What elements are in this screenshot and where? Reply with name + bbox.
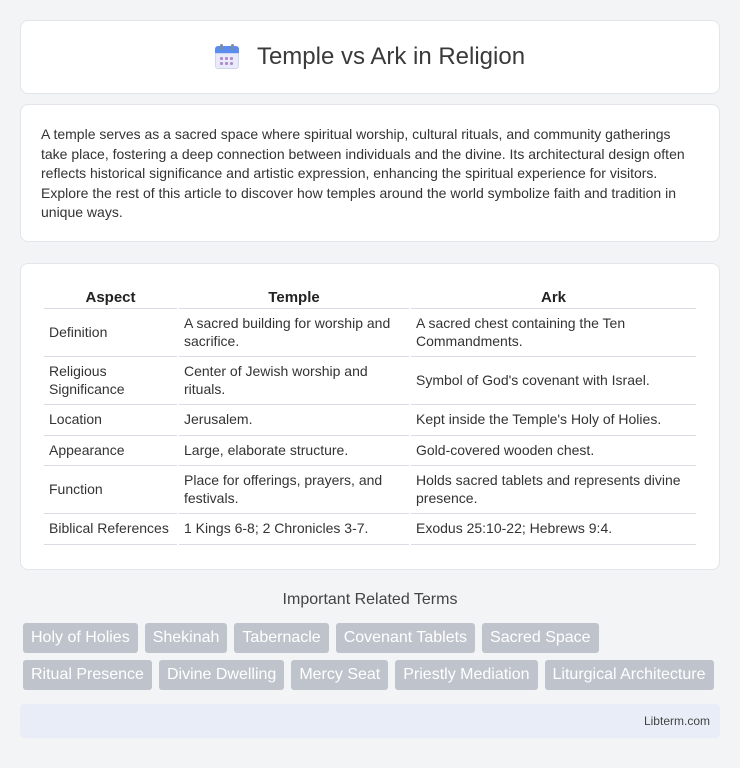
table-row (44, 466, 696, 514)
table-cell-ark: Gold-covered wooden chest. (411, 436, 696, 467)
tag-tabernacle[interactable]: Tabernacle (234, 623, 328, 653)
tag-liturgical-architecture[interactable]: Liturgical Architecture (545, 660, 714, 690)
table-cell-aspect: Definition (44, 309, 177, 357)
footer-site-link[interactable]: Libterm.com (643, 714, 710, 728)
intro-card (20, 104, 720, 242)
comparison-table (42, 284, 698, 545)
tag-covenant-tablets[interactable]: Covenant Tablets (336, 623, 475, 653)
tag-sacred-space[interactable]: Sacred Space (482, 623, 599, 653)
tag-priestly-mediation[interactable]: Priestly Mediation (395, 660, 537, 690)
table-cell-ark: Kept inside the Temple's Holy of Holies. (411, 405, 696, 436)
calendar-icon (215, 44, 239, 70)
header-card (20, 20, 720, 94)
table-cell-temple: Place for offerings, prayers, and festivals. (179, 466, 409, 514)
table-row (44, 514, 696, 545)
tag-ritual-presence[interactable]: Ritual Presence (23, 660, 152, 690)
table-cell-aspect: Location (44, 405, 177, 436)
header-temple: Temple (179, 284, 409, 309)
table-cell-ark: Exodus 25:10-22; Hebrews 9:4. (411, 514, 696, 545)
table-row (44, 357, 696, 405)
page-title: Temple vs Ark in Religion (256, 43, 526, 70)
table-cell-aspect: Biblical References (44, 514, 177, 545)
table-row (44, 405, 696, 436)
header-aspect: Aspect (44, 284, 177, 309)
tag-shekinah[interactable]: Shekinah (145, 623, 228, 653)
table-cell-ark: A sacred chest containing the Ten Commandments. (411, 309, 696, 357)
table-header-row (44, 284, 696, 309)
table-row (44, 436, 696, 467)
table-cell-temple: A sacred building for worship and sacrifice. (179, 309, 409, 357)
table-cell-temple: Center of Jewish worship and rituals. (179, 357, 409, 405)
tag-divine-dwelling[interactable]: Divine Dwelling (159, 660, 284, 690)
table-cell-aspect: Religious Significance (44, 357, 177, 405)
table-cell-temple: Large, elaborate structure. (179, 436, 409, 467)
table-cell-ark: Symbol of God's covenant with Israel. (411, 357, 696, 405)
header-ark: Ark (411, 284, 696, 309)
title-wrap (215, 43, 525, 71)
related-terms-title: Important Related Terms (282, 591, 458, 608)
table-row (44, 309, 696, 357)
table-cell-ark: Holds sacred tablets and represents divine presence. (411, 466, 696, 514)
comparison-table-card (20, 263, 720, 570)
intro-text: A temple serves as a sacred space where spiritual worship, cultural rituals, and community gatherings take place, fostering a deep connection between individuals and the divine. Its architectural design often reflects historical significance and artistic expression, enhancing the spiritual experience for visitors. Explore the rest of this article to discover how temples around the world symbolize faith and tradition in unique ways. (41, 126, 685, 220)
footer (20, 704, 720, 738)
table-cell-aspect: Appearance (44, 436, 177, 467)
tag-holy-of-holies[interactable]: Holy of Holies (23, 623, 138, 653)
table-cell-temple: Jerusalem. (179, 405, 409, 436)
table-cell-aspect: Function (44, 466, 177, 514)
tag-mercy-seat[interactable]: Mercy Seat (291, 660, 388, 690)
table-cell-temple: 1 Kings 6-8; 2 Chronicles 3-7. (179, 514, 409, 545)
related-terms-tags (23, 623, 723, 690)
